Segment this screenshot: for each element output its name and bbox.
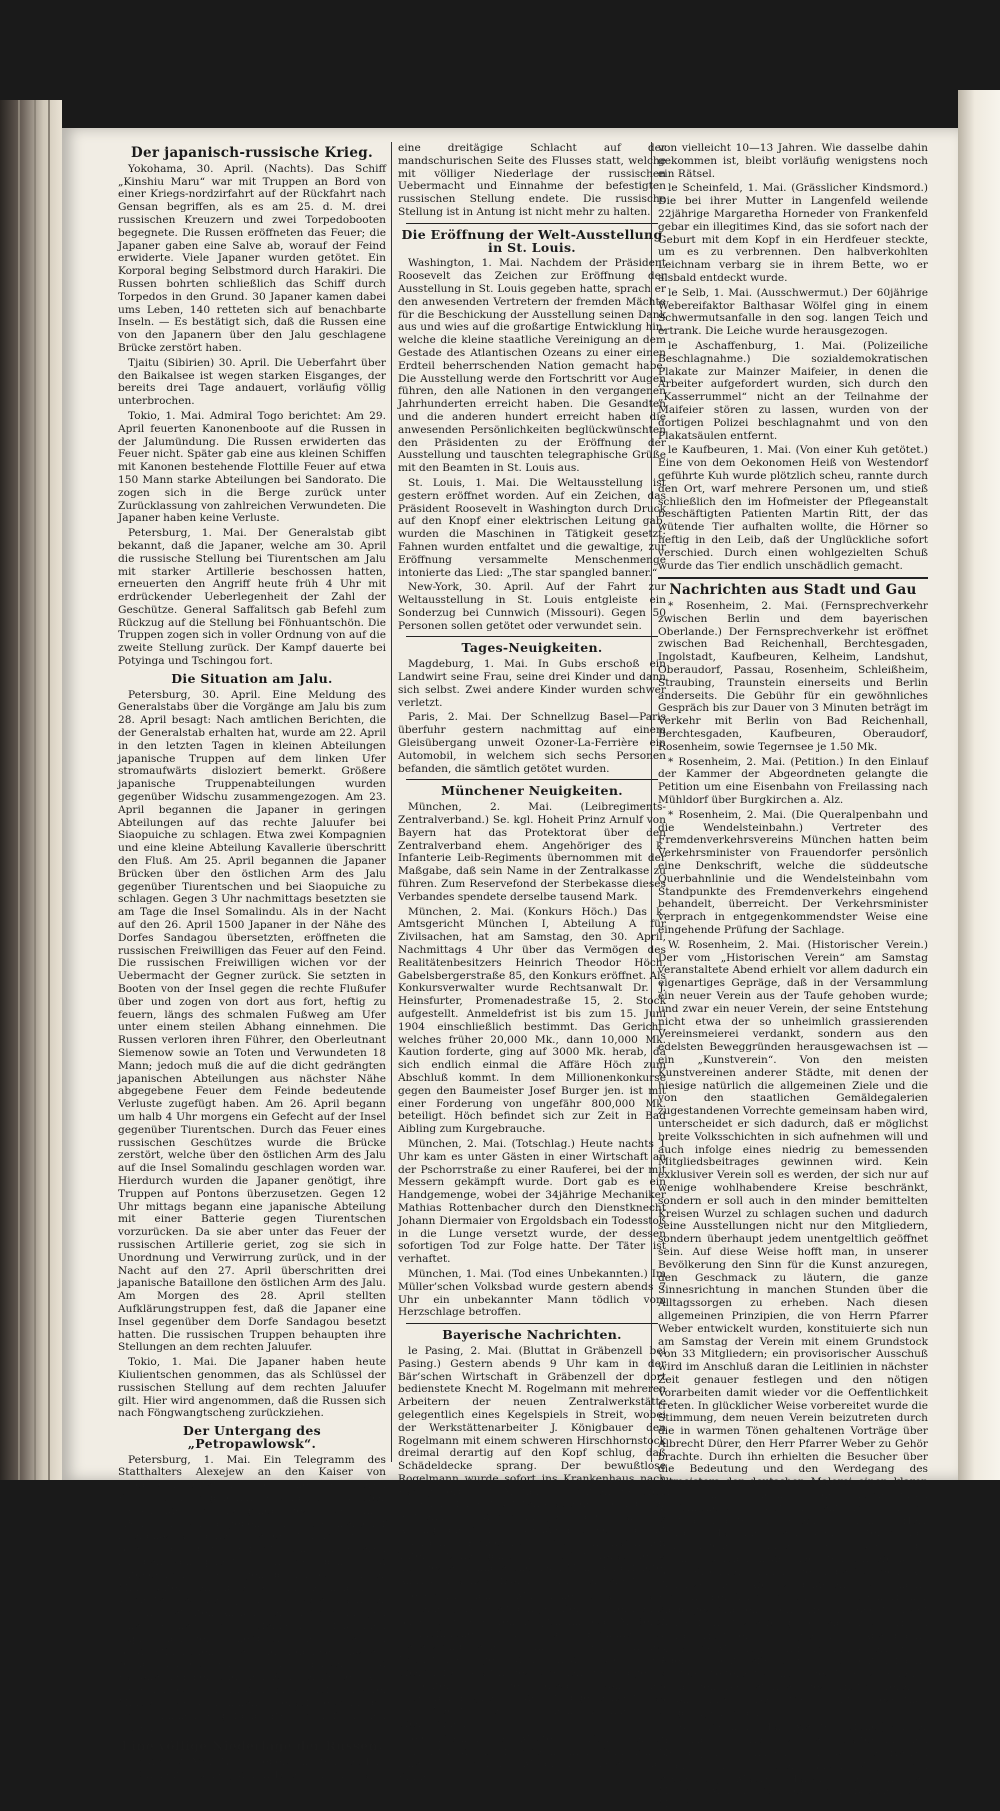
divider	[406, 636, 658, 637]
article-paris: Paris, 2. Mai. Der Schnellzug Basel—Paris überfuhr gestern nachmittag auf einem Gleisübergang unweit Ozoner-La-Ferrière ein Automobil, in welchem sich sechs Personen befanden, die sämtlich getötet wurden.	[398, 711, 666, 775]
article-london-cont: eine dreitägige Schlacht auf der mandschurischen Seite des Flusses statt, welche mit völliger Niederlage der russischen Uebermacht und Einnahme der befestigten russischen Stellung endete. Die russische Stellung ist in Antung ist nicht mehr zu halten.	[398, 142, 666, 218]
article-muenchen-4: München, 1. Mai. (Tod eines Unbekannten.) Im Müller’schen Volksbad wurde gestern abends 7 Uhr ein unbekannter Mann tödlich vom Herzschlage betroffen.	[398, 1267, 666, 1319]
headline-tages: Tages-Neuigkeiten.	[461, 640, 603, 656]
article-scheinfeld: le Scheinfeld, 1. Mai. (Grässlicher Kindsmord.) Die bei ihrer Mutter in Langenfeld weilende 22jährige Margaretha Horneder von Frankenfeld gebar ein illegitimes Kind, das sie sofort nach der Geburt mit dem Kopf in ein Herdfeuer steckte, um es zu verbrennen. Den halbverkohlten Leichnam verbarg sie in ihrem Bette, wo er alsbald entdeckt wurde.	[658, 182, 928, 284]
spine-edge	[48, 100, 50, 1480]
headline-bayer: Bayerische Nachrichten.	[442, 1327, 622, 1343]
page-right-edge	[958, 90, 1000, 1480]
spine-edge	[34, 100, 36, 1480]
headline-expo: Die Eröffnung der Welt-Ausstellung in St. Louis.	[401, 226, 663, 255]
article-rosenheim-4: W. Rosenheim, 2. Mai. (Historischer Verein.) Der vom „Historischen Verein“ am Samstag veranstaltete Abend erhielt vor allem dadurch ein eigenartiges Gepräge, daß in der Versammlung ein neuer Verein aus der Taufe gehoben wurde; und zwar ein neuer Verein, der seine Entstehung nicht etwa der so unheimlich grassierenden Vereinsmeierei verdankt, sondern aus den edelsten Beweggründen herausgewachsen ist — ein „Kunstverein“. Von den meisten Kunstvereinen anderer Städte, mit denen der hiesige natürlich die allgemeinen Ziele und die von den staatlichen Gemäldegalerien zugestandenen Vorrechte gemeinsam haben wird, unterscheidet er sich dadurch, daß er möglichst breite Volksschichten in sich aufnehmen will und auch infolge eines niedrig zu bemessenden Mitgliedsbeitrages gewinnen wird. Kein exklusiver Verein soll es werden, der sich nur auf wenige wohlhabendere Kreise beschränkt, sondern er soll auch in den minder bemittelten Kreisen Wurzel zu schlagen suchen und dadurch seine Ausstellungen nicht nur den Mitgliedern, sondern überhaupt jedem unentgeltlich geöffnet sein. Auf diese Weise hofft man, in unserer Bevölkerung den Sinn für die Kunst anzuregen, den Geschmack zu läutern, die ganze Sinnesrichtung in manchen Stunden über die Alltagssorgen zu erheben. Nach diesen allgemeinen Prinzipien, die von Herrn Pfarrer Weber entwickelt wurden, konstituierte sich nun am Samstag der Verein mit einem Grundstock von 33 Mitgliedern; ein provisorischer Ausschuß wird im Anschluß daran die Leitlinien in nächster Zeit genauer festlegen und den nötigen Vorarbeiten damit wieder vor die Oeffentlichkeit treten. In glücklicher Weise vorbereitet wurde die Stimmung, dem neuen Verein beizutreten durch die in warmen Tönen gehaltenen Vorträge über Albrecht Dürer, den Herr Pfarrer Weber zu Gehör brachte. Durch ihn erhielten die Besucher über die Bedeutung und den Werdegang des Altmeisters der deutschen Malerei einen klaren Ueberblick, der noch gefördert wurde durch Vorführung von 27 guten Projektionsbildern. Das Weitere lieferte an diesem Abend noch Herr Lehrer Mauckner ein ganz interessantes Kulturbildchen, indem er über die Eremitenschulen in der nächsten Umgebung (z. B. in Kirchwald und in der Biber) sprach. Am Schlusse des Abends bildeten zwei kleine Rosenheimer Theaterstücke, mit gutem Humor niedergeschrieben von Herrn Rechtsanwalt Schnepf in Wasserburg, vorgelesen von Herrn Lehrer Hutterer. So zeigte dieser Abend eine glückliche Mischung von Ernst und Scherz, die in jeder Hinsicht gefiel und die Aussicht auf eine kräftige Weiterentwicklung des Vereins gewährt, sowie den Darbietungen des „Histor. Vereins“ schon ihrer Beliebtheit mit wesentlich beigetragen haben.	[658, 938, 928, 1719]
article-kaufbeuren: le Kaufbeuren, 1. Mai. (Von einer Kuh getötet.) Eine von dem Oekonomen Heiß von Westendorf geführte Kuh wurde plötzlich scheu, rannte durch den Ort, warf mehrere Personen um, und stieß schließlich den im Hofmeister der Pflegeanstalt beschäftigten Patienten Martin Ritt, der das wütende Tier aufhalten wollte, die Hörner so heftig in den Leib, daß der Unglückliche sofort verschied. Durch einen wohlgezielten Schuß wurde das Tier endlich unschädlich gemacht.	[658, 444, 928, 572]
article-tokio-1: Tokio, 1. Mai. Admiral Togo berichtet: Am 29. April feuerten Kanonenboote auf die Russen in der Jalumündung. Die Russen erwiderten das Feuer nicht. Später gab eine aus kleinen Schiffen mit Kanonen bestehende Flottille Feuer auf etwa 150 Mann starke Abteilungen bei Sandorato. Die zogen sich in die Berge zurück unter Zurücklassung von zahlreichen Verwundeten. Die Japaner haben keine Verluste.	[118, 409, 386, 525]
column-1	[118, 142, 386, 1781]
article-rosenheim-5: * Rosenheim, 2. Mai. (Meisterprüfung.) An der im kleinen Rathaussaale stattgefundenen Meisterprüfung haben sich folgende Herren beteiligt: Die Maurer Anton Wager von Wasserburg, Maurer Markus Eder von hier, Maurer Martin Gaßteiger von Brannenburg, Maurer	[658, 1721, 928, 1811]
article-new-york: New-York, 30. April. Auf der Fahrt zur Weltausstellung in St. Louis entgleiste ein Sonderzug bei Cunnwich (Missouri). Gegen 50 Personen sollen getötet oder verwundet sein.	[398, 581, 666, 632]
article-magdeburg: Magdeburg, 1. Mai. In Gubs erschoß ein Landwirt seine Frau, seine drei Kinder und dann sich selbst. Zwei andere Kinder wurden schwer verletzt.	[398, 658, 666, 709]
article-petersburg-3: Petersburg, 1. Mai. Ein Telegramm des Statthalters Alexejew an den Kaiser von vorgestern lautet: Die von einer besonderen Kommission vorgenommene Untersuchung über die Gründe des Unterganges des Panzerschiffs „Petropawlowsk“ ergeben, daß das Panzerschiff zweifellos auf eine Mine geraten ist, die im Bereich befand, die die Flotte zum Manöverieren zu benutzen pflegt, wenn sie dem Feind entgegenfährt. Die Folgen der Explosion dieser Mine unter den Apparaten und Kammern im Vorderteil des „Petropawlowsk“ waren nach der von mir geteilten Ansicht der Sachverständigen eine Reihe von aufeinander folgenden Explosionen der Schießbaumwolle in den an Bord befindlichen Minen und in den Geschossen, sowie Explosionen in der Pulver- und Patronenkammer und den Zylinder-Kessel. Alle diese Explosionen wurden im Verlauf von zwei Minuten wahrgenommen. Hierauf versank das von Flammen ergriffene Panzerschiff in den Fluten.	[118, 1453, 386, 1735]
column-rule	[391, 142, 392, 1462]
article-muenchen-1: München, 2. Mai. (Leibregiments-Zentralverband.) Se. kgl. Hoheit Prinz Arnulf von Bayern hat das Protektorat über den Zentralverband ehem. Angehöriger des k. Infanterie Leib-Regiments übernommen mit der Maßgabe, daß sein Name in der Zentralkasse zu führen. Zum Reservefond der Sterbekasse dieses Verbandes spendete derselbe tausend Mark.	[398, 801, 666, 903]
article-st-louis: St. Louis, 1. Mai. Die Weltausstellung ist gestern eröffnet worden. Auf ein Zeichen, das Präsident Roosevelt in Washington durch Druck auf den Knopf einer elektrischen Leitung gab, wurden die Maschinen in Tätigkeit gesetzt; Fahnen wurden entfaltet und die gewaltige, zur Eröffnung versammelte Menschenmenge intonierte das Lied: „The star spangled banner.“	[398, 476, 666, 579]
article-petersburg-2: Petersburg, 30. April. Eine Meldung des Generalstabs über die Vorgänge am Jalu bis zum 28. April besagt: Nach amtlichen Berichten, die der Generalstab erhalten hat, wurde am 22. April in den letzten Tagen in kleinen Abteilungen japanische Truppen auf dem linken Ufer stromaufwärts disloziert bemerkt. Größere japanische Truppenabteilungen wurden gegenüber Widschu zusammengezogen. Am 23. April begannen die Japaner in geringen Abteilungen auf das rechte Jaluufer bei Siaopuiche zu schlagen. Etwa zwei Kompagnien und eine kleine Abteilung Kavallerie überschritt den Fluß. Am 25. April begannen die Japaner Brücken über den östlichen Arm des Jalu gegenüber Tiurentschen und bei Siaopuiche zu schlagen. Gegen 3 Uhr nachmittags besetzten sie am Tage die Insel Somalindu. Als in der Nacht auf den 26. April 1500 Japaner in der Nähe des Dorfes Sandagou übersetzten, eröffneten die russischen Freiwilligen das Feuer auf den Feind. Die russischen Freiwilligen wichen vor der Uebermacht der Gegner zurück. Sie setzten in Booten von der Insel gegen die rechte Flußufer über und zogen von dort aus fort, heftig zu feuern, längs des schmalen Fußweg am Ufer unter einem steilen Abhang einnehmen. Die Russen verloren ihren Führer, den Oberleutnant Siemenow sowie an Toten und Verwundeten 18 Mann; jedoch muß die auf die dicht gedrängten japanischen Abteilungen aus nächster Nähe abgegebene Feuer dem Feinde bedeutende Verluste zugefügt haben. Am 26. April begann um halb 4 Uhr morgens ein Gefecht auf der Insel gegenüber Tiurentschen. Durch das Feuer eines russischen Geschützes wurde die Brücke zerstört, welche über den östlichen Arm des Jalu auf die Insel Somalindu geschlagen worden war. Hierdurch wurden die Japaner genötigt, ihre Truppen auf Pontons überzusetzen. Gegen 12 Uhr mittags begann eine japanische Abteilung mit einer Batterie gegen Tiurentschen vorzurücken. Da sie aber unter das Feuer der russischen Artillerie geriet, zog sie sich in Unordnung und Verwirrung zurück, und in der Nacht auf den 27. April überschritten drei japanische Bataillone den östlichen Arm des Jalu. Am Morgen des 28. April stellten Aufklärungstruppen fest, daß die Japaner eine Insel gegenüber dem Dorfe Sandagou besetzt hatten. Die russischen Truppen behaupten ihre Stellungen an dem rechten Jaluufer.	[118, 688, 386, 1354]
article-rosenheim-2: * Rosenheim, 2. Mai. (Petition.) In den Einlauf der Kammer der Abgeordneten gelangte die Petition um eine Eisenbahn von Freilassing nach Mühldorf über Burgkirchen a. Alz.	[658, 755, 928, 807]
divider	[406, 779, 658, 780]
article-grafrath-cont: von vielleicht 10—13 Jahren. Wie dasselbe dahin gekommen ist, bleibt vorläufig wenigstens noch ein Rätsel.	[658, 142, 928, 180]
headline-niederlage: Eine völlige Niederlage der Russen.	[121, 1738, 383, 1754]
article-tokio-2: Tokio, 1. Mai. Die Japaner haben heute Kiulientschen genommen, das als Schlüssel der russischen Stellung auf dem rechten Jaluufer gilt. Hier wird angenommen, daß die Russen sich nach Föngwangtscheng zurückziehen.	[118, 1356, 386, 1420]
spine-edge	[18, 100, 20, 1480]
divider	[658, 577, 928, 579]
article-tjaitu: Tjaitu (Sibirien) 30. April. Die Ueberfahrt über den Baikalsee ist wegen starken Eisganges, der bereits drei Tage andauert, vorläufig völlig unterbrochen.	[118, 356, 386, 408]
article-washington: Washington, 1. Mai. Nachdem der Präsident Roosevelt das Zeichen zur Eröffnung der Ausstellung in St. Louis gegeben hatte, sprach er den anwesenden Vertretern der fremden Mächte für die Beschickung der Ausstellung seinen Dank aus und wies auf die großartige Entwicklung hin, welche die kleine staatliche Vereinigung an dem Gestade des Atlantischen Ozeans zu einer einen Erdteil beherrschenden Nation gemacht habe. Die Ausstellung werde den Fortschritt vor Augen führen, den alle Nationen in den vergangenen Jahrhunderten erreicht haben. Die Gesandten und die anderen hundert erreicht haben die anwesenden Persönlichkeiten beglückwünschten den Präsidenten zu der Eröffnung der Ausstellung und tauschten telegraphische Grüße mit den Beamten in St. Louis aus.	[398, 257, 666, 475]
column-3	[658, 142, 928, 1811]
headline-muenchen: Münchener Neuigkeiten.	[441, 783, 623, 799]
article-petersburg-1: Petersburg, 1. Mai. Der Generalstab gibt bekannt, daß die Japaner, welche am 30. April die russische Stellung bei Tiurentschen am Jalu mit starker Artillerie beschossen hatten, erneuerten den Angriff heute früh 4 Uhr mit erdrückender Ueberlegenheit der Zahl der Geschütze. General Saffalitsch gab Befehl zum Rückzug auf die Stellung bei Fönhuantschön. Die Truppen zogen sich in voller Ordnung von auf die zweite Stellung zurück. Der Kampf dauerte bei Potyinga und Tschingou fort.	[118, 527, 386, 668]
article-pasing: le Pasing, 2. Mai. (Bluttat in Gräbenzell bei Pasing.) Gestern abends 9 Uhr kam in der Bär’schen Wirtschaft in Gräbenzell der dort bedienstete Knecht M. Rogelmann mit mehreren Arbeitern der neuen Zentralwerkstätte gelegentlich eines Kegelspiels in Streit, wobei der Werkstättenarbeiter J. Königbauer den Rogelmann mit einem schweren Hirschhornstock dreimal derartig auf den Kopf schlug, daß Schädeldecke sprang. Der bewußtlose Rogelmann wurde sofort ins Krankenhaus nach Pasing verbracht. Mittlerweile hatten die über diesen Vorfall entrüsteten Gäste den Königbauer festgehalten und verständigten die Gendarmerie Aubing telephonisch. Gendarm Stieg eilte mit noch einem Kollegen zum Tatort und nahm den Täter trotz heftigen Sträubens fest, worauf heute früh dessen Einlieferung nach München erfolgte. An Rogelmanns Aufkommen wird gezweifelt.	[398, 1344, 666, 1588]
headline-krieg: Der japanisch-russische Krieg.	[131, 145, 373, 161]
divider	[406, 223, 658, 224]
article-aschaffenburg: le Aschaffenburg, 1. Mai. (Polizeiliche Beschlagnahme.) Die sozialdemokratischen Plakate zur Mainzer Maifeier, in denen die Arbeiter aufgefordert wurden, sich durch den „Kasserrummel“ nicht an der Teilnahme der Maifeier stören zu lassen, wurden von der dortigen Polizei beschlagnahmt und von den Plakatsäulen entfernt.	[658, 339, 928, 442]
headline-untergang: Der Untergang des „Petropawlowsk“.	[183, 1423, 321, 1451]
article-grafrath: le Grafrath, 1. Mai. (Mysteriöser Fund.) Bei der Einfahrt in der Dorfstraße in Jnning fand man in einer Tiefe von 1½ Meter das Skelett eines Kindes	[398, 1732, 666, 1784]
divider	[406, 1323, 658, 1324]
column-2	[398, 142, 666, 1784]
article-pfarrkirchen: le Pfarrkirchen, 1. Mai. (Einer für alle — alle für einen.) Der seit einiger Zeit schwerkranke Bauer und Feuerwehrhauptmann Josef Meßerer in Taufkirchen ist durch seine Krankheit der Gegenstand einer wohl seltenen, schönen Nächstenliebe geworden. Um der durch Arbeit überhäuften Gattin des Kranken die Pflege zu erleichtern, wurde dieser von den Feuerwehrmitgliedern derart abgewechselt, daß die Nachtwache bei dem Kranken zu übernehmen.	[398, 1590, 666, 1731]
article-london: London, 2. Mai. Nach Ueberschreiten des Jalu bei Chinantienschang durch 16,000 Japaner fand	[118, 1756, 386, 1781]
article-rosenheim-3: * Rosenheim, 2. Mai. (Die Queralpenbahn und die Wendelsteinbahn.) Vertreter des Fremdenverkehrsvereins München hatten beim Verkehrsminister von Frauendorfer persönlich eine Denkschrift, welche die süddeutsche Querbahnlinie und die Wendelsteinbahn vom Standpunkte des Fremdenverkehrs eingehend behandelt, überreicht. Der Verkehrsminister verprach in entgegenkommendster Weise eine eingehende Prüfung der Sachlage.	[658, 808, 928, 937]
article-muenchen-2: München, 2. Mai. (Konkurs Höch.) Das k. Amtsgericht München I, Abteilung A für Zivilsachen, hat am Samstag, den 30. April, Nachmittags 4 Uhr über das Vermögen des Realitätenbesitzers Heinrich Theodor Höch, Gabelsbergerstraße 85, den Konkurs eröffnet. Als Konkursverwalter wurde Rechtsanwalt Dr. J. Heinsfurter, Promenadestraße 15, 2. Stock aufgestellt. Anmeldefrist ist bis zum 15. Juni 1904 einschließlich bestimmt. Das Gericht, welches früher 20,000 Mk., dann 10,000 Mk. Kaution forderte, ging auf 3000 Mk. herab, da sich endlich einmal die Affäre Höch zum Abschluß kommt. In dem Millionenkonkurse gegen den Baumeister Josef Burger jen. ist mit einer Forderung von ungefähr 800,000 Mk. beteiligt. Höch befindet sich zur Zeit in Bad Aibling zum Kurgebrauche.	[398, 905, 666, 1136]
article-rosenheim-1: * Rosenheim, 2. Mai. (Fernsprechverkehr zwischen Berlin und dem bayerischen Oberlande.) Der Fernsprechverkehr ist eröffnet zwischen Bad Reichenhall, Berchtesgaden, Ingolstadt, Kaufbeuren, Kelheim, Landshut, Oberaudorf, Passau, Rosenheim, Schleißheim, Straubing, Traunstein einerseits und Berlin anderseits. Die Gebühr für ein gewöhnliches Gespräch bis zur Dauer von 3 Minuten beträgt im Verkehr mit Berlin von Bad Reichenhall, Berchtesgaden, Kaufbeuren, Oberaudorf, Rosenheim, sowie Tegernsee je 1.50 Mk.	[658, 600, 928, 753]
book-spine	[0, 100, 62, 1480]
article-yokohama: Yokohama, 30. April. (Nachts). Das Schiff „Kinshiu Maru“ war mit Truppen an Bord von einer Kriegs-nordzirfahrt auf der Rückfahrt nach Gensan begriffen, als es am 25. d. M. drei russischen Kreuzern und zwei Torpedobooten begegnete. Die Russen eröffneten das Feuer; die Japaner gaben eine Salve ab, worauf der Feind erwiderte. Viele Japaner wurden getötet. Ein Korporal beging Selbstmord durch Harakiri. Die Russen bohrten schließlich das Schiff durch Torpedos in den Grund. 30 Japaner kamen dabei ums Leben, 140 retteten sich auf benachbarte Inseln. — Es bestätigt sich, daß die Russen eine von den Japanern über den Jalu geschlagene Brücke zerstört haben.	[118, 162, 386, 354]
article-muenchen-3: München, 2. Mai. (Totschlag.) Heute nachts 1 Uhr kam es unter Gästen in einer Wirtschaft an der Pschorrstraße zu einer Rauferei, bei der mit Messern gekämpft wurde. Dort gab es ein Handgemenge, wobei der 34jährige Mechaniker Mathias Rottenbacher durch den Dienstknecht Johann Diermaier von Ergoldsbach ein Todesstoß in die Lunge versetzt wurde, der dessen sofortigen Tod zur Folge hatte. Der Täter ist verhaftet.	[398, 1137, 666, 1266]
headline-stadt: Nachrichten aus Stadt und Gau	[669, 582, 917, 599]
article-selb: le Selb, 1. Mai. (Ausschwermut.) Der 60jährige Webereifaktor Balthasar Wölfel ging in einem Schwermutsanfalle in den sog. langen Teich und ertrank. Die Leiche wurde herausgezogen.	[658, 286, 928, 338]
headline-situation: Die Situation am Jalu.	[171, 670, 333, 686]
